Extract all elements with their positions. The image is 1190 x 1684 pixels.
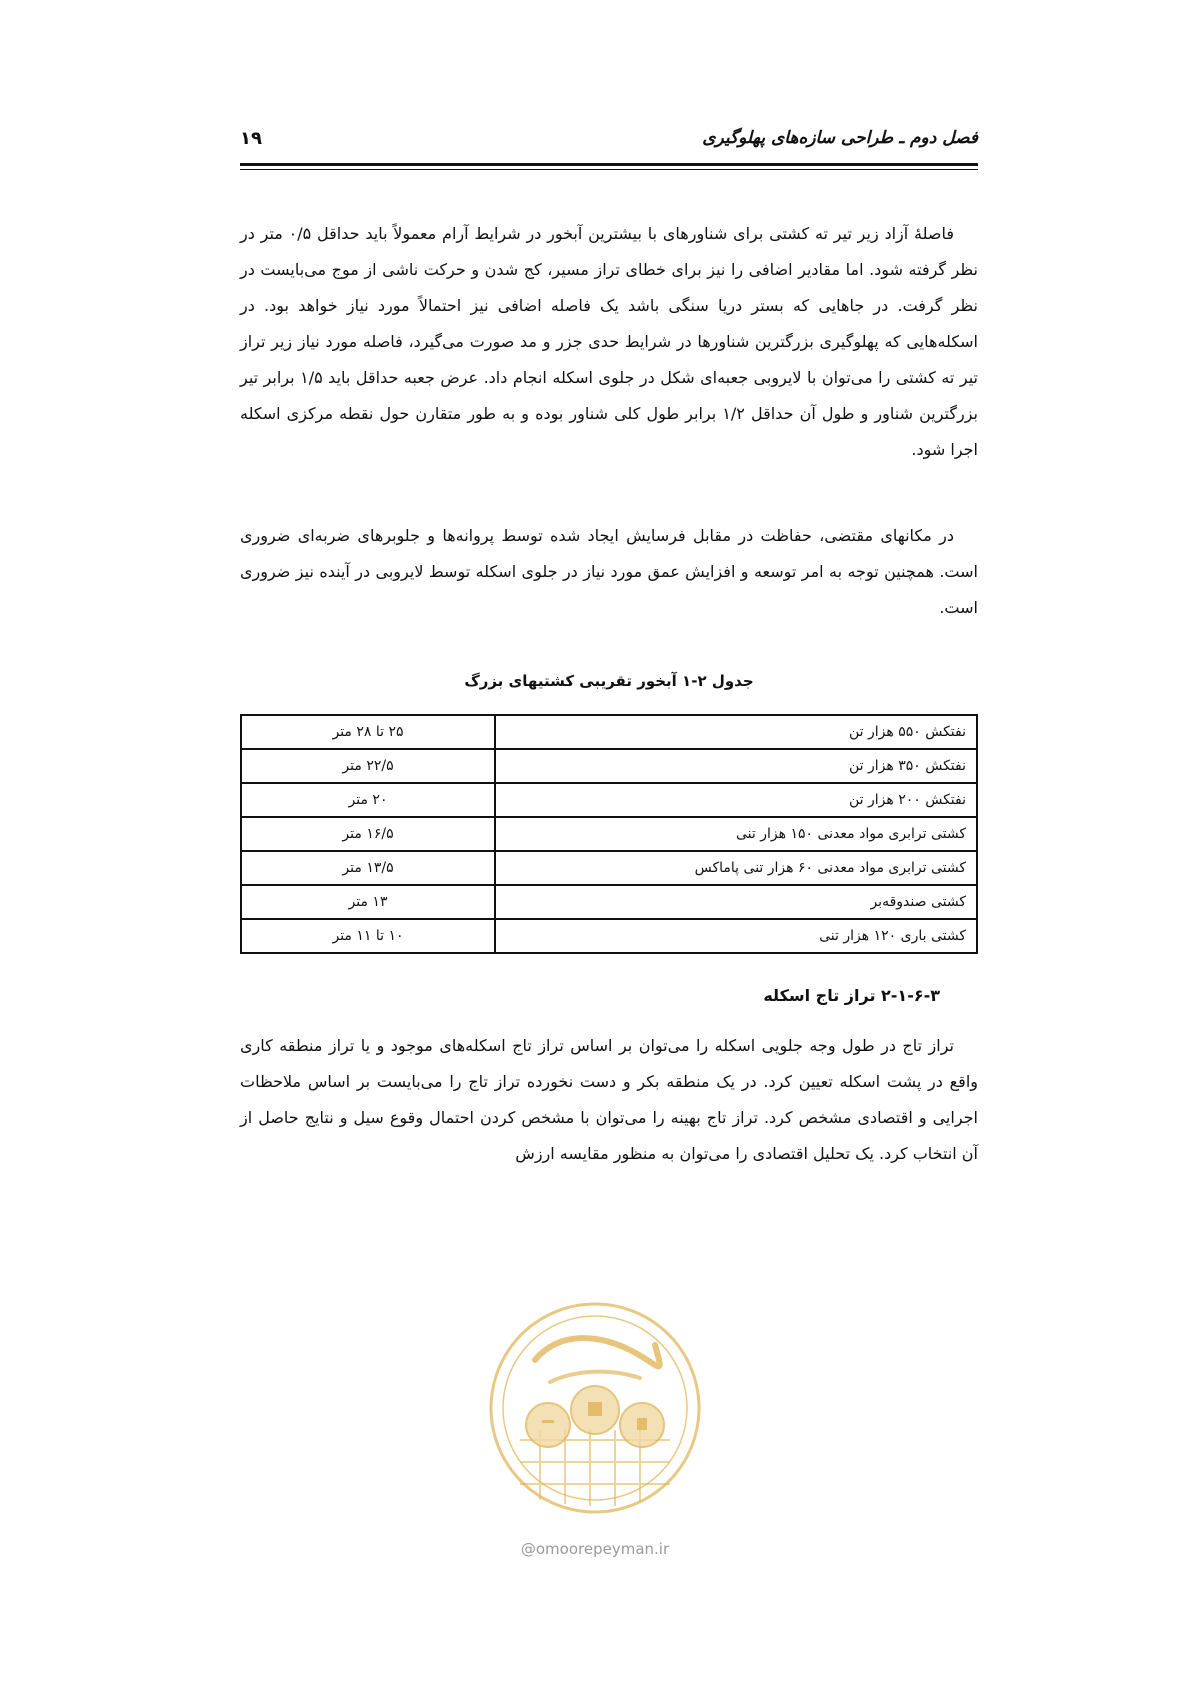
- paragraph-draft-clearance: [240, 216, 978, 468]
- paragraph-text: فاصلهٔ آزاد زیر تیر ته کشتی برای شناورهای با بیشترین آبخور در شرایط آرام معمولاً باید حداقل ۰/۵ متر در نظر گرفته شود. اما مقادیر اضافی را نیز برای خطای تراز مسیر، کج شدن و حرکت ناشی از موج می‌بایست در نظر گرفت. در جاهایی که بستر دریا سنگی باشد یک فاصله اضافی نیز احتمالاً مورد نیاز خواهد بود. در اسکله‌هایی که پهلوگیری بزرگترین شناورها در شرایط حدی جزر و مد صورت می‌گیرد، فاصله مورد نیاز زیر تراز تیر ته کشتی را می‌توان با لایروبی جعبه‌ای شکل در جلوی اسکله انجام داد. عرض جعبه حداقل باید ۱/۵ برابر تیر بزرگترین شناور و طول آن حداقل ۱/۲ برابر طول کلی شناور بوده و به طور متقارن حول نقطه مرکزی اسکله اجرا شود.: [240, 224, 978, 459]
- draft-cell: ۱۶/۵ متر: [241, 817, 495, 851]
- ship-draft-table: [240, 714, 978, 954]
- table-row: [241, 749, 977, 783]
- table-row: [241, 783, 977, 817]
- table-row: [241, 885, 977, 919]
- chapter-title: فصل دوم ـ طراحی سازه‌های پهلوگیری: [702, 128, 978, 148]
- draft-cell: ۲۲/۵ متر: [241, 749, 495, 783]
- draft-cell: ۱۰ تا ۱۱ متر: [241, 919, 495, 953]
- page-number: ۱۹: [240, 128, 262, 149]
- table-row: [241, 715, 977, 749]
- page-header: [240, 128, 978, 158]
- ship-cell: نفتکش ۳۵۰ هزار تن: [495, 749, 977, 783]
- paragraph-crest-level: [240, 1028, 978, 1172]
- table-row: [241, 817, 977, 851]
- watermark-url-text: omoorepeyman.ir: [535, 1540, 670, 1558]
- draft-cell: ۱۳ متر: [241, 885, 495, 919]
- table-row: [241, 851, 977, 885]
- at-icon: @: [520, 1540, 536, 1558]
- watermark: [480, 1290, 710, 1580]
- paragraph-text: در مکانهای مقتضی، حفاظت در مقابل فرسایش ایجاد شده توسط پروانه‌ها و جلوبرهای ضربه‌ای ضروری است. همچنین توجه به امر توسعه و افزایش عمق مورد نیاز در جلوی اسکله توسط لایروبی در آینده نیز ضروری است.: [240, 526, 978, 617]
- ship-cell: نفتکش ۲۰۰ هزار تن: [495, 783, 977, 817]
- ship-cell: کشتی باری ۱۲۰ هزار تنی: [495, 919, 977, 953]
- header-rule-thin: [240, 169, 978, 170]
- paragraph-text: تراز تاج در طول وجه جلویی اسکله را می‌توان بر اساس تراز تاج اسکله‌های موجود و یا تراز منطقه کاری واقع در پشت اسکله تعیین کرد. در یک منطقه بکر و دست نخورده تراز تاج را می‌بایست بر اساس ملاحظات اجرایی و اقتصادی مشخص کرد. تراز تاج بهینه را می‌توان با مشخص کردن احتمال وقوع سیل و نتایج حاصل از آن انتخاب کرد. یک تحلیل اقتصادی را می‌توان به منظور مقایسه ارزش: [240, 1036, 978, 1163]
- section-heading: ۲-۱-۶-۳ تراز تاج اسکله: [763, 986, 940, 1005]
- paragraph-erosion-protection: [240, 518, 978, 626]
- watermark-logo-icon: [480, 1290, 710, 1530]
- header-rule-thick: [240, 163, 978, 166]
- draft-cell: ۲۰ متر: [241, 783, 495, 817]
- watermark-url: [480, 1540, 710, 1558]
- table-caption: جدول ۲-۱ آبخور تقریبی کشتیهای بزرگ: [464, 672, 754, 690]
- ship-cell: کشتی ترابری مواد معدنی ۱۵۰ هزار تنی: [495, 817, 977, 851]
- ship-cell: کشتی ترابری مواد معدنی ۶۰ هزار تنی پاماکس: [495, 851, 977, 885]
- draft-cell: ۱۳/۵ متر: [241, 851, 495, 885]
- ship-cell: کشتی صندوقه‌بر: [495, 885, 977, 919]
- table-row: [241, 919, 977, 953]
- ship-cell: نفتکش ۵۵۰ هزار تن: [495, 715, 977, 749]
- draft-cell: ۲۵ تا ۲۸ متر: [241, 715, 495, 749]
